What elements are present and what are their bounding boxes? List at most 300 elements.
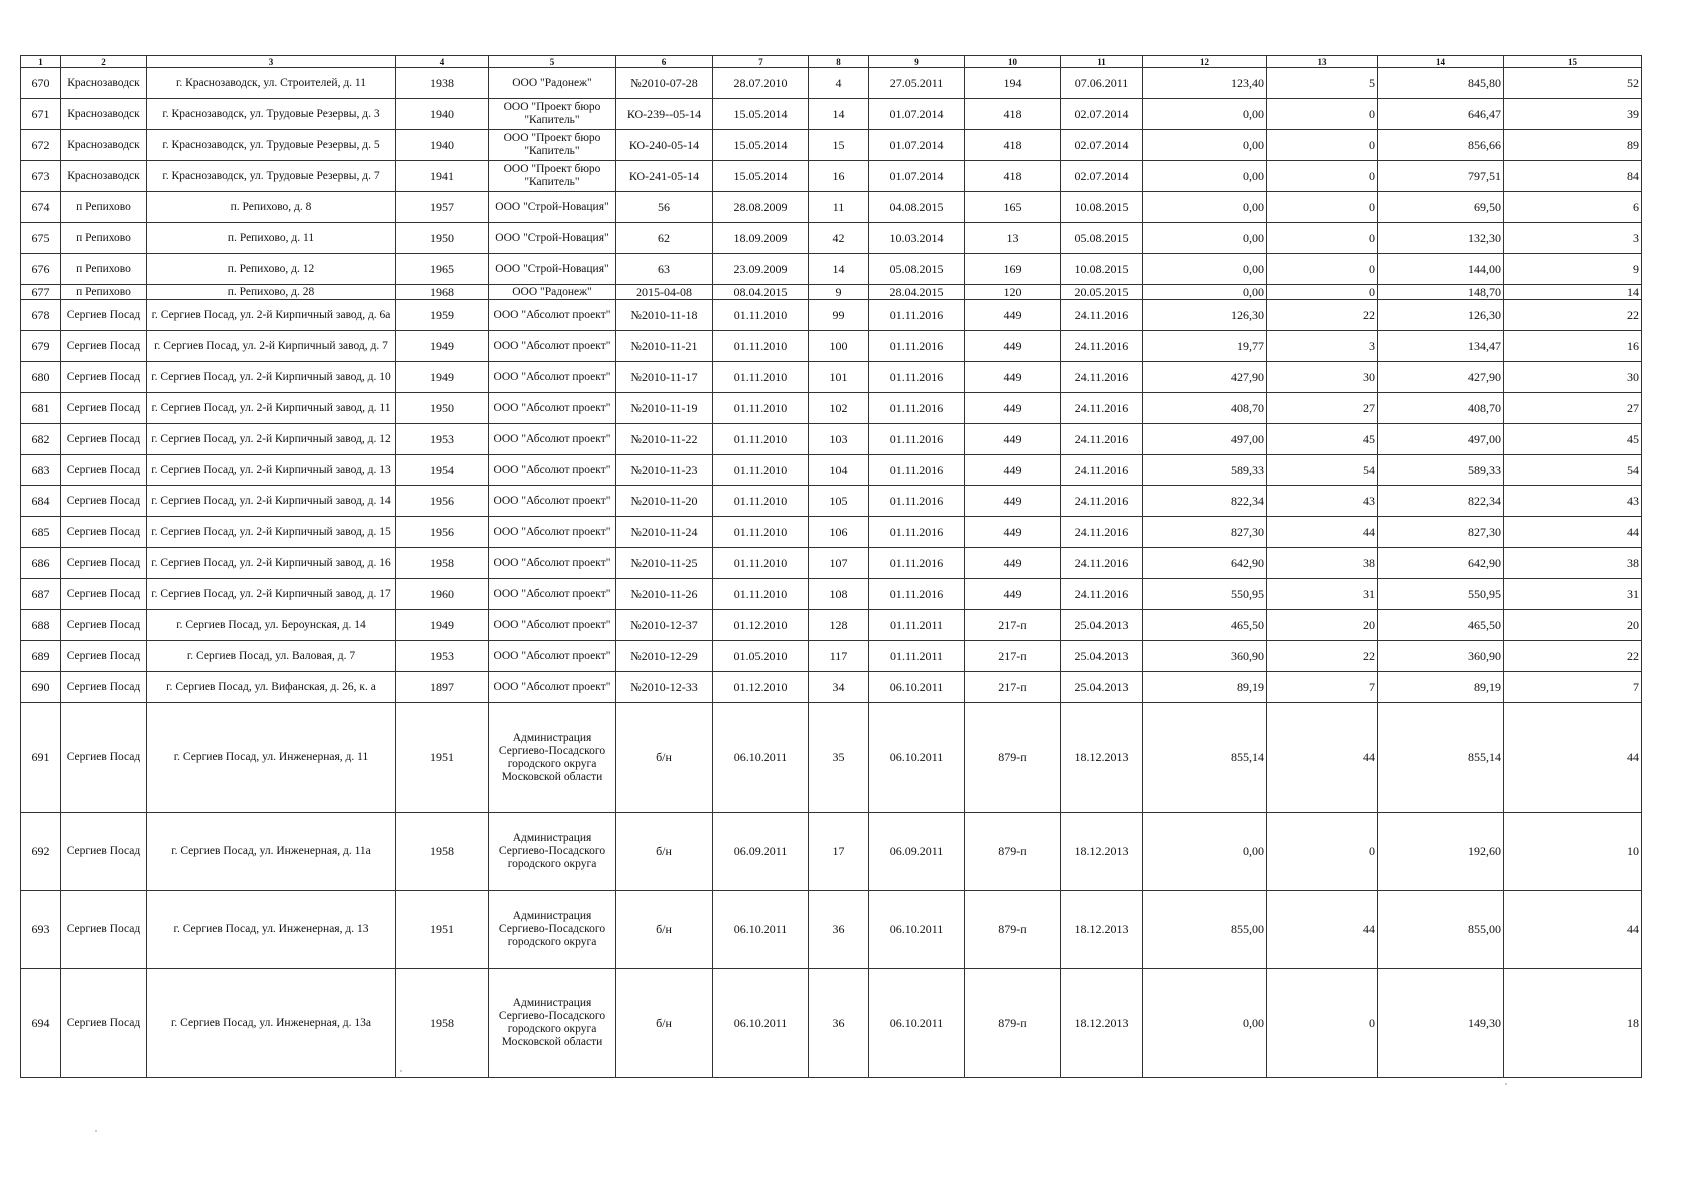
cell-decree-number: 449 xyxy=(965,548,1061,579)
table-row xyxy=(21,393,1642,424)
cell-document-number: б/н xyxy=(616,813,713,891)
cell-value-14: 427,90 xyxy=(1378,362,1504,393)
cell-decree-number: 879-п xyxy=(965,891,1061,969)
cell-locality: Сергиев Посад xyxy=(61,579,147,610)
cell-decree-date: 02.07.2014 xyxy=(1061,99,1143,130)
cell-row-number: 670 xyxy=(21,68,61,99)
column-header-year-built: 4 xyxy=(396,56,489,68)
cell-row-number: 672 xyxy=(21,130,61,161)
cell-document-date: 06.10.2011 xyxy=(713,969,809,1078)
cell-address: г. Сергиев Посад, ул. 2-й Кирпичный завод, д. 15 xyxy=(147,517,396,548)
cell-organization: ООО "Абсолют проект" xyxy=(489,486,616,517)
cell-locality: Сергиев Посад xyxy=(61,672,147,703)
cell-value-13: 44 xyxy=(1267,517,1378,548)
table-row xyxy=(21,254,1642,285)
cell-value-14: 89,19 xyxy=(1378,672,1504,703)
cell-value-13: 0 xyxy=(1267,130,1378,161)
cell-value-14: 149,30 xyxy=(1378,969,1504,1078)
cell-value-12: 0,00 xyxy=(1143,969,1267,1078)
cell-locality: п Репихово xyxy=(61,285,147,300)
table-row xyxy=(21,99,1642,130)
cell-decree-date: 18.12.2013 xyxy=(1061,813,1143,891)
cell-document-number: №2010-11-18 xyxy=(616,300,713,331)
cell-value-15: 89 xyxy=(1504,130,1642,161)
cell-locality: Краснозаводск xyxy=(61,130,147,161)
cell-value-15: 43 xyxy=(1504,486,1642,517)
cell-row-number: 688 xyxy=(21,610,61,641)
cell-value-12: 465,50 xyxy=(1143,610,1267,641)
cell-number-a: 107 xyxy=(809,548,869,579)
table-row xyxy=(21,300,1642,331)
cell-document-date: 28.07.2010 xyxy=(713,68,809,99)
cell-document-number: КО-240-05-14 xyxy=(616,130,713,161)
cell-value-13: 0 xyxy=(1267,813,1378,891)
cell-document-number: 2015-04-08 xyxy=(616,285,713,300)
cell-year-built: 1897 xyxy=(396,672,489,703)
table-row xyxy=(21,424,1642,455)
cell-value-12: 855,14 xyxy=(1143,703,1267,813)
cell-number-a: 128 xyxy=(809,610,869,641)
cell-locality: Сергиев Посад xyxy=(61,969,147,1078)
cell-number-a: 17 xyxy=(809,813,869,891)
cell-value-14: 642,90 xyxy=(1378,548,1504,579)
cell-document-number: №2010-11-24 xyxy=(616,517,713,548)
cell-organization: Администрация Сергиево-Посадского городского округа xyxy=(489,813,616,891)
cell-document-number: 62 xyxy=(616,223,713,254)
cell-value-14: 797,51 xyxy=(1378,161,1504,192)
cell-decree-date: 02.07.2014 xyxy=(1061,130,1143,161)
cell-document-number: б/н xyxy=(616,969,713,1078)
table-row xyxy=(21,672,1642,703)
table-row xyxy=(21,579,1642,610)
column-header-value-14: 14 xyxy=(1378,56,1504,68)
cell-decree-date: 24.11.2016 xyxy=(1061,486,1143,517)
data-table xyxy=(20,55,1642,1078)
cell-value-13: 5 xyxy=(1267,68,1378,99)
cell-decree-number: 449 xyxy=(965,331,1061,362)
cell-address: г. Сергиев Посад, ул. 2-й Кирпичный завод, д. 11 xyxy=(147,393,396,424)
cell-row-number: 680 xyxy=(21,362,61,393)
cell-value-15: 27 xyxy=(1504,393,1642,424)
cell-value-12: 827,30 xyxy=(1143,517,1267,548)
cell-value-14: 822,34 xyxy=(1378,486,1504,517)
table-row xyxy=(21,130,1642,161)
cell-value-15: 20 xyxy=(1504,610,1642,641)
cell-date-b: 06.10.2011 xyxy=(869,672,965,703)
table-row xyxy=(21,891,1642,969)
cell-value-15: 52 xyxy=(1504,68,1642,99)
cell-document-number: №2010-11-19 xyxy=(616,393,713,424)
cell-number-a: 35 xyxy=(809,703,869,813)
cell-decree-number: 217-п xyxy=(965,641,1061,672)
column-header-decree-date: 11 xyxy=(1061,56,1143,68)
cell-year-built: 1958 xyxy=(396,813,489,891)
cell-locality: Сергиев Посад xyxy=(61,641,147,672)
cell-locality: Сергиев Посад xyxy=(61,517,147,548)
cell-document-date: 08.04.2015 xyxy=(713,285,809,300)
cell-decree-date: 24.11.2016 xyxy=(1061,424,1143,455)
cell-row-number: 682 xyxy=(21,424,61,455)
cell-decree-number: 449 xyxy=(965,300,1061,331)
cell-date-b: 01.11.2016 xyxy=(869,579,965,610)
cell-year-built: 1968 xyxy=(396,285,489,300)
cell-address: г. Сергиев Посад, ул. Инженерная, д. 13а xyxy=(147,969,396,1078)
cell-year-built: 1940 xyxy=(396,99,489,130)
cell-value-14: 856,66 xyxy=(1378,130,1504,161)
cell-number-a: 106 xyxy=(809,517,869,548)
cell-decree-number: 194 xyxy=(965,68,1061,99)
cell-document-date: 01.11.2010 xyxy=(713,393,809,424)
cell-document-date: 01.12.2010 xyxy=(713,672,809,703)
cell-organization: Администрация Сергиево-Посадского городского округа Московской области xyxy=(489,703,616,813)
cell-document-number: №2010-07-28 xyxy=(616,68,713,99)
cell-value-13: 3 xyxy=(1267,331,1378,362)
cell-value-14: 550,95 xyxy=(1378,579,1504,610)
table-row xyxy=(21,161,1642,192)
cell-value-15: 44 xyxy=(1504,891,1642,969)
cell-document-date: 23.09.2009 xyxy=(713,254,809,285)
cell-decree-number: 449 xyxy=(965,486,1061,517)
cell-locality: Сергиев Посад xyxy=(61,703,147,813)
cell-value-14: 827,30 xyxy=(1378,517,1504,548)
cell-locality: п Репихово xyxy=(61,223,147,254)
cell-row-number: 683 xyxy=(21,455,61,486)
table-body xyxy=(21,68,1642,1078)
cell-row-number: 674 xyxy=(21,192,61,223)
column-header-document-number: 6 xyxy=(616,56,713,68)
cell-document-date: 06.09.2011 xyxy=(713,813,809,891)
cell-value-13: 44 xyxy=(1267,891,1378,969)
cell-document-number: №2010-11-22 xyxy=(616,424,713,455)
cell-organization: ООО "Проект бюро "Капитель" xyxy=(489,99,616,130)
cell-number-a: 9 xyxy=(809,285,869,300)
cell-document-date: 01.11.2010 xyxy=(713,424,809,455)
cell-row-number: 681 xyxy=(21,393,61,424)
cell-row-number: 693 xyxy=(21,891,61,969)
cell-decree-number: 449 xyxy=(965,362,1061,393)
cell-year-built: 1949 xyxy=(396,362,489,393)
cell-value-13: 44 xyxy=(1267,703,1378,813)
table-header-row xyxy=(21,56,1642,68)
cell-value-13: 0 xyxy=(1267,969,1378,1078)
cell-decree-number: 449 xyxy=(965,579,1061,610)
cell-address: г. Сергиев Посад, ул. 2-й Кирпичный завод, д. 6а xyxy=(147,300,396,331)
cell-decree-date: 24.11.2016 xyxy=(1061,548,1143,579)
cell-organization: ООО "Проект бюро "Капитель" xyxy=(489,130,616,161)
cell-value-13: 31 xyxy=(1267,579,1378,610)
cell-document-number: №2010-11-17 xyxy=(616,362,713,393)
cell-date-b: 06.09.2011 xyxy=(869,813,965,891)
cell-year-built: 1950 xyxy=(396,393,489,424)
cell-document-date: 01.11.2010 xyxy=(713,548,809,579)
cell-address: г. Сергиев Посад, ул. 2-й Кирпичный завод, д. 17 xyxy=(147,579,396,610)
table-row xyxy=(21,548,1642,579)
cell-number-a: 36 xyxy=(809,891,869,969)
cell-value-14: 144,00 xyxy=(1378,254,1504,285)
cell-value-13: 54 xyxy=(1267,455,1378,486)
cell-document-date: 06.10.2011 xyxy=(713,891,809,969)
cell-date-b: 01.11.2011 xyxy=(869,641,965,672)
cell-row-number: 689 xyxy=(21,641,61,672)
cell-value-14: 126,30 xyxy=(1378,300,1504,331)
cell-year-built: 1953 xyxy=(396,424,489,455)
cell-value-13: 0 xyxy=(1267,285,1378,300)
cell-document-number: №2010-12-33 xyxy=(616,672,713,703)
cell-decree-date: 18.12.2013 xyxy=(1061,703,1143,813)
cell-value-13: 0 xyxy=(1267,223,1378,254)
cell-document-date: 01.05.2010 xyxy=(713,641,809,672)
cell-organization: Администрация Сергиево-Посадского городского округа xyxy=(489,891,616,969)
cell-address: г. Сергиев Посад, ул. 2-й Кирпичный завод, д. 13 xyxy=(147,455,396,486)
cell-document-number: б/н xyxy=(616,703,713,813)
cell-date-b: 01.11.2016 xyxy=(869,331,965,362)
cell-organization: ООО "Абсолют проект" xyxy=(489,548,616,579)
cell-row-number: 685 xyxy=(21,517,61,548)
cell-value-15: 84 xyxy=(1504,161,1642,192)
cell-decree-number: 418 xyxy=(965,130,1061,161)
cell-document-number: №2010-11-25 xyxy=(616,548,713,579)
cell-number-a: 102 xyxy=(809,393,869,424)
cell-year-built: 1954 xyxy=(396,455,489,486)
cell-decree-number: 879-п xyxy=(965,703,1061,813)
cell-value-14: 408,70 xyxy=(1378,393,1504,424)
cell-decree-date: 24.11.2016 xyxy=(1061,393,1143,424)
cell-document-date: 01.11.2010 xyxy=(713,331,809,362)
cell-document-date: 01.11.2010 xyxy=(713,362,809,393)
cell-value-14: 69,50 xyxy=(1378,192,1504,223)
cell-value-12: 89,19 xyxy=(1143,672,1267,703)
cell-value-12: 427,90 xyxy=(1143,362,1267,393)
cell-date-b: 27.05.2011 xyxy=(869,68,965,99)
cell-value-13: 30 xyxy=(1267,362,1378,393)
table-row xyxy=(21,969,1642,1078)
cell-decree-number: 13 xyxy=(965,223,1061,254)
cell-decree-date: 07.06.2011 xyxy=(1061,68,1143,99)
cell-value-13: 22 xyxy=(1267,641,1378,672)
cell-date-b: 28.04.2015 xyxy=(869,285,965,300)
cell-organization: ООО "Абсолют проект" xyxy=(489,641,616,672)
cell-address: г. Сергиев Посад, ул. 2-й Кирпичный завод, д. 12 xyxy=(147,424,396,455)
cell-locality: Сергиев Посад xyxy=(61,813,147,891)
cell-locality: п Репихово xyxy=(61,254,147,285)
table-row xyxy=(21,703,1642,813)
cell-year-built: 1941 xyxy=(396,161,489,192)
cell-date-b: 01.11.2011 xyxy=(869,610,965,641)
cell-decree-number: 217-п xyxy=(965,672,1061,703)
cell-year-built: 1949 xyxy=(396,331,489,362)
table-row xyxy=(21,455,1642,486)
cell-value-12: 0,00 xyxy=(1143,161,1267,192)
cell-organization: ООО "Абсолют проект" xyxy=(489,517,616,548)
cell-date-b: 06.10.2011 xyxy=(869,703,965,813)
cell-address: г. Сергиев Посад, ул. 2-й Кирпичный завод, д. 14 xyxy=(147,486,396,517)
cell-value-12: 642,90 xyxy=(1143,548,1267,579)
cell-document-date: 28.08.2009 xyxy=(713,192,809,223)
cell-row-number: 690 xyxy=(21,672,61,703)
scan-speck xyxy=(95,1130,97,1132)
cell-year-built: 1958 xyxy=(396,548,489,579)
cell-value-12: 0,00 xyxy=(1143,223,1267,254)
table-row xyxy=(21,641,1642,672)
cell-document-number: КО-241-05-14 xyxy=(616,161,713,192)
table-row xyxy=(21,486,1642,517)
cell-date-b: 01.11.2016 xyxy=(869,300,965,331)
cell-year-built: 1940 xyxy=(396,130,489,161)
cell-decree-number: 169 xyxy=(965,254,1061,285)
cell-value-15: 30 xyxy=(1504,362,1642,393)
cell-decree-number: 449 xyxy=(965,393,1061,424)
cell-value-13: 38 xyxy=(1267,548,1378,579)
cell-value-15: 7 xyxy=(1504,672,1642,703)
cell-value-15: 18 xyxy=(1504,969,1642,1078)
cell-organization: ООО "Проект бюро "Капитель" xyxy=(489,161,616,192)
cell-value-15: 6 xyxy=(1504,192,1642,223)
cell-locality: Сергиев Посад xyxy=(61,548,147,579)
cell-organization: ООО "Абсолют проект" xyxy=(489,331,616,362)
cell-row-number: 684 xyxy=(21,486,61,517)
cell-value-15: 14 xyxy=(1504,285,1642,300)
cell-row-number: 676 xyxy=(21,254,61,285)
cell-address: г. Сергиев Посад, ул. 2-й Кирпичный завод, д. 7 xyxy=(147,331,396,362)
cell-value-15: 54 xyxy=(1504,455,1642,486)
cell-value-12: 0,00 xyxy=(1143,130,1267,161)
cell-locality: Краснозаводск xyxy=(61,99,147,130)
column-header-value-15: 15 xyxy=(1504,56,1642,68)
cell-row-number: 694 xyxy=(21,969,61,1078)
cell-date-b: 10.03.2014 xyxy=(869,223,965,254)
cell-locality: Сергиев Посад xyxy=(61,331,147,362)
cell-value-12: 822,34 xyxy=(1143,486,1267,517)
cell-number-a: 14 xyxy=(809,254,869,285)
cell-row-number: 671 xyxy=(21,99,61,130)
cell-document-number: б/н xyxy=(616,891,713,969)
cell-address: г. Сергиев Посад, ул. Инженерная, д. 11 xyxy=(147,703,396,813)
cell-value-14: 360,90 xyxy=(1378,641,1504,672)
cell-year-built: 1956 xyxy=(396,486,489,517)
column-header-date-b: 9 xyxy=(869,56,965,68)
cell-value-12: 360,90 xyxy=(1143,641,1267,672)
cell-value-12: 126,30 xyxy=(1143,300,1267,331)
cell-number-a: 117 xyxy=(809,641,869,672)
cell-decree-date: 25.04.2013 xyxy=(1061,641,1143,672)
cell-organization: ООО "Абсолют проект" xyxy=(489,455,616,486)
cell-organization: ООО "Абсолют проект" xyxy=(489,393,616,424)
cell-number-a: 16 xyxy=(809,161,869,192)
cell-value-13: 7 xyxy=(1267,672,1378,703)
cell-document-date: 01.12.2010 xyxy=(713,610,809,641)
cell-decree-date: 24.11.2016 xyxy=(1061,300,1143,331)
cell-value-15: 22 xyxy=(1504,641,1642,672)
cell-address: г. Краснозаводск, ул. Трудовые Резервы, д. 5 xyxy=(147,130,396,161)
cell-number-a: 103 xyxy=(809,424,869,455)
cell-decree-date: 10.08.2015 xyxy=(1061,254,1143,285)
cell-year-built: 1957 xyxy=(396,192,489,223)
cell-organization: ООО "Строй-Новация" xyxy=(489,223,616,254)
cell-date-b: 06.10.2011 xyxy=(869,891,965,969)
cell-locality: Сергиев Посад xyxy=(61,362,147,393)
scan-speck xyxy=(1505,1083,1507,1085)
cell-year-built: 1951 xyxy=(396,891,489,969)
cell-value-14: 646,47 xyxy=(1378,99,1504,130)
cell-value-14: 855,00 xyxy=(1378,891,1504,969)
cell-row-number: 686 xyxy=(21,548,61,579)
cell-value-15: 31 xyxy=(1504,579,1642,610)
table-row xyxy=(21,331,1642,362)
cell-document-date: 15.05.2014 xyxy=(713,99,809,130)
table-row xyxy=(21,813,1642,891)
cell-document-number: №2010-11-26 xyxy=(616,579,713,610)
cell-document-date: 15.05.2014 xyxy=(713,130,809,161)
cell-value-13: 45 xyxy=(1267,424,1378,455)
table-row xyxy=(21,610,1642,641)
cell-date-b: 01.11.2016 xyxy=(869,486,965,517)
cell-year-built: 1959 xyxy=(396,300,489,331)
cell-organization: Администрация Сергиево-Посадского городского округа Московской области xyxy=(489,969,616,1078)
cell-decree-date: 24.11.2016 xyxy=(1061,455,1143,486)
cell-row-number: 673 xyxy=(21,161,61,192)
cell-document-date: 18.09.2009 xyxy=(713,223,809,254)
cell-locality: Сергиев Посад xyxy=(61,610,147,641)
cell-decree-date: 05.08.2015 xyxy=(1061,223,1143,254)
cell-value-12: 589,33 xyxy=(1143,455,1267,486)
cell-number-a: 14 xyxy=(809,99,869,130)
cell-document-date: 01.11.2010 xyxy=(713,300,809,331)
cell-locality: Сергиев Посад xyxy=(61,424,147,455)
cell-value-13: 43 xyxy=(1267,486,1378,517)
cell-value-14: 132,30 xyxy=(1378,223,1504,254)
column-header-locality: 2 xyxy=(61,56,147,68)
cell-organization: ООО "Абсолют проект" xyxy=(489,300,616,331)
table-row xyxy=(21,285,1642,300)
cell-locality: Сергиев Посад xyxy=(61,486,147,517)
cell-locality: Сергиев Посад xyxy=(61,891,147,969)
cell-organization: ООО "Абсолют проект" xyxy=(489,362,616,393)
cell-decree-date: 18.12.2013 xyxy=(1061,969,1143,1078)
cell-decree-date: 25.04.2013 xyxy=(1061,610,1143,641)
cell-value-13: 0 xyxy=(1267,161,1378,192)
table-row xyxy=(21,192,1642,223)
cell-organization: ООО "Абсолют проект" xyxy=(489,424,616,455)
column-header-document-date: 7 xyxy=(713,56,809,68)
cell-organization: ООО "Абсолют проект" xyxy=(489,672,616,703)
cell-document-date: 06.10.2011 xyxy=(713,703,809,813)
cell-date-b: 01.11.2016 xyxy=(869,424,965,455)
cell-value-12: 497,00 xyxy=(1143,424,1267,455)
cell-organization: ООО "Абсолют проект" xyxy=(489,579,616,610)
cell-decree-date: 25.04.2013 xyxy=(1061,672,1143,703)
cell-document-date: 01.11.2010 xyxy=(713,486,809,517)
cell-year-built: 1965 xyxy=(396,254,489,285)
cell-address: г. Сергиев Посад, ул. 2-й Кирпичный завод, д. 10 xyxy=(147,362,396,393)
cell-document-date: 01.11.2010 xyxy=(713,579,809,610)
cell-value-14: 192,60 xyxy=(1378,813,1504,891)
cell-address: г. Сергиев Посад, ул. Инженерная, д. 11а xyxy=(147,813,396,891)
cell-document-number: №2010-12-29 xyxy=(616,641,713,672)
cell-decree-date: 10.08.2015 xyxy=(1061,192,1143,223)
cell-date-b: 06.10.2011 xyxy=(869,969,965,1078)
cell-address: п. Репихово, д. 8 xyxy=(147,192,396,223)
table-row xyxy=(21,68,1642,99)
cell-locality: Сергиев Посад xyxy=(61,300,147,331)
column-header-row-number: 1 xyxy=(21,56,61,68)
cell-locality: Краснозаводск xyxy=(61,161,147,192)
cell-value-14: 845,80 xyxy=(1378,68,1504,99)
cell-organization: ООО "Строй-Новация" xyxy=(489,192,616,223)
cell-date-b: 01.11.2016 xyxy=(869,393,965,424)
cell-number-a: 42 xyxy=(809,223,869,254)
cell-number-a: 34 xyxy=(809,672,869,703)
cell-address: г. Сергиев Посад, ул. Бероунская, д. 14 xyxy=(147,610,396,641)
